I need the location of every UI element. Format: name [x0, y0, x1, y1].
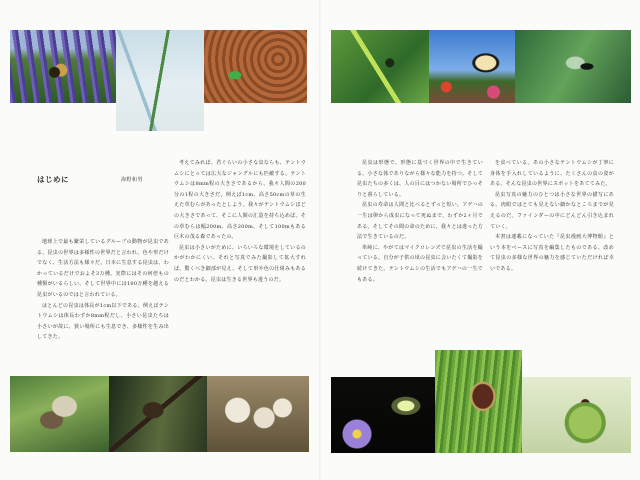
photo-bud-bug [522, 377, 631, 453]
text-column-3 [357, 158, 483, 285]
text-column-2 [174, 158, 306, 285]
paragraph: 昆虫写真の魅力のひとつは小さな世界の描写にある。肉眼ではとても見えない細かなところまでが見えるのだ。ファインダーの中にどんどん引き込まれていく。 [490, 191, 614, 230]
paragraph: 昆虫は形態で、形態に基づく世界の中で生きている。小さな体でありながら様々な能力を持つ。そして昆虫たちの多くは、人の目にはつかない場所でひっそりと暮らしている。 [357, 160, 484, 198]
photo-aster-firefly [331, 377, 435, 453]
paragraph: はとんどの昆虫は体長が1cm以下である。例えばテントウムシは体長わずか8mm程だし、小さい昆虫たちは小さいが故に、狭い場所にも生息でき、多様性を生み出してきた。 [37, 302, 169, 341]
paragraph: を食べている。あの小さなテントウムシが丁寧に身体を手入れしているように、たくさんの虫の姿がある。そんな昆虫の世界にスポットをあててみた。 [490, 160, 614, 188]
text-column-4 [490, 158, 614, 275]
paragraph: 単純に、やがてはマイクロレンズで昆虫の生活を撮っている。自分が子供の頃の昆虫に会いたくて撮影を続けてきた。テントウムシの生活でもアゲハの一生でもある。 [357, 244, 484, 283]
photo-lavender-bumblebee [10, 30, 116, 103]
photo-caterpillars [207, 376, 309, 452]
photo-swallowtail-flowers [429, 30, 515, 103]
photo-fly-leaf [515, 30, 631, 103]
photo-damselfly-grass [116, 30, 204, 131]
paragraph: 本書は連載になっていた『昆虫漫画大博物館』という本をベースに写真を編集したものである。改めて昆虫の多様な世界の魅力を感じていただければ幸いである。 [490, 234, 614, 272]
paragraph: 昆虫は小さいがために、いろいろな環境をしているのかがわかにくい。それと写真でみた撮影して拡大すれば、驚くべき細部が見え、そして形や色の仕組みもあるのだとわかる。昆虫は生きる世界も違うのだ。 [174, 244, 306, 283]
photo-stump-green-beetle [204, 30, 307, 103]
paragraph: 考えてみれば、君ぐらいの小さな虫ならも、テントウムシにとっては広大なジャングルにも匹敵する。テントウムシは8mm程の大きさであるから、我々人間の200分の1程の大きさだ。例えば1cm、高さ50cmの草の生えた草むらがあったとしよう。我々がテントウムシほどの大きさであって、そこに人間の汇造を持ち込めば、その草むらは幅200m、高さ200m、そして100mもある巨木の茂る森であったの。 [174, 160, 306, 241]
photo-moss-beetle [10, 376, 109, 452]
text-column-1 [37, 237, 169, 343]
paragraph: 昆虫の寿命は人間と比べるとずっと短い。アゲハの一生は卵から成虫になって死ぬまで、わずか2ヶ月である。そしてその間の命のために、我々とは違った方法で生きているのだ。 [357, 202, 484, 241]
page-gutter [319, 0, 321, 480]
article-heading: はじめに [37, 175, 69, 184]
photo-stag-beetle [109, 376, 207, 452]
author-name: 海野和男 [121, 177, 144, 183]
photo-grass-water-beetle [435, 350, 522, 453]
paragraph: 地球上で最も繁栄しているグループの動物が昆虫である。昆虫の世界は多様性の世界だと言われ、色や形だけでなく、生活方法も様々だ。日本に生息する昆虫は、わかっているだけでおよそ3万種。実際にはその何倍もの種類がいるらしい。そして世界中には100万種を越える昆虫がいるのではと言われている。 [37, 239, 169, 298]
photo-mantis-leaf [331, 30, 429, 103]
